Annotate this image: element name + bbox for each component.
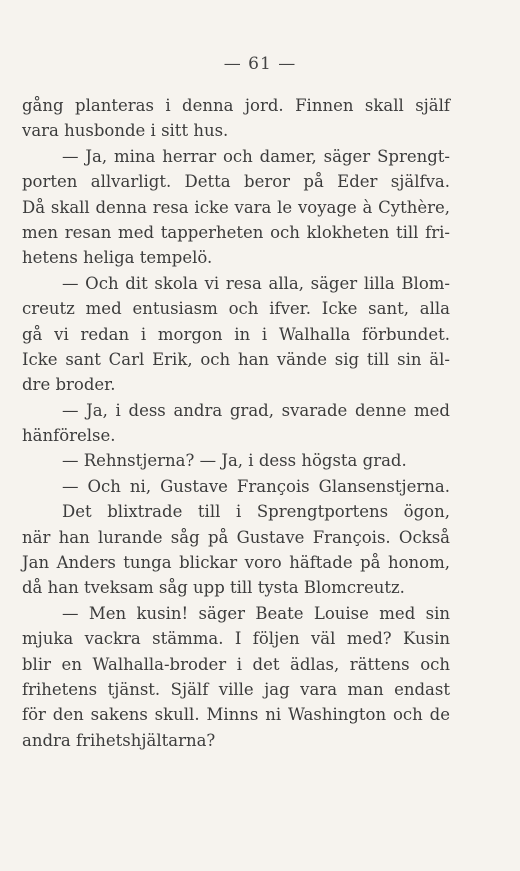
text-line: då han tveksam såg upp till tysta Blomcreutz. — [22, 578, 405, 598]
text-line: men resan med tapperheten och klokheten till fri- — [22, 222, 450, 242]
text-line: — Och ni, Gustave François Glansenstjerna. — [62, 476, 450, 496]
text-line: dre broder. — [22, 375, 116, 395]
text-line: gång planteras i denna jord. Finnen skall själf — [22, 96, 450, 115]
text-line: hetens heliga tempelö. — [22, 248, 213, 268]
text-line: Icke sant Carl Erik, och han vände sig till sin äl- — [22, 349, 450, 369]
text-line: vara husbonde i sitt hus. — [22, 121, 229, 141]
text-line: — Rehnstjerna? — Ja, i dess högsta grad. — [62, 451, 407, 471]
text-line: Det blixtrade till i Sprengtportens ögon, — [62, 502, 450, 522]
body-text — [22, 93, 450, 753]
text-line: — Och dit skola vi resa alla, säger lilla Blom- — [62, 273, 450, 293]
text-line: när han lurande såg på Gustave François. Också — [22, 527, 450, 547]
text-line: creutz med entusiasm och ifver. Icke sant, alla — [22, 299, 450, 319]
text-line: blir en Walhalla-broder i det ädlas, rättens och — [22, 654, 450, 674]
text-line: — Ja, mina herrar och damer, säger Sprengt- — [62, 146, 450, 166]
text-line: mjuka vackra stämma. I följen väl med? Kusin — [22, 629, 450, 649]
text-line: frihetens tjänst. Själf ville jag vara man endast — [22, 679, 450, 699]
text-line: — Ja, i dess andra grad, svarade denne med — [62, 400, 450, 420]
text-line: porten allvarligt. Detta beror på Eder själfva. — [22, 172, 450, 192]
text-line: — Men kusin! säger Beate Louise med sin — [62, 603, 450, 623]
text-line: hänförelse. — [22, 426, 116, 446]
page-number: — 61 — — [223, 54, 297, 74]
text-line: andra frihetshjältarna? — [22, 730, 216, 750]
text-line: Jan Anders tunga blickar voro häftade på honom, — [22, 553, 450, 573]
text-line: gå vi redan i morgon in i Walhalla förbundet. — [22, 324, 450, 344]
text-line: Då skall denna resa icke vara le voyage à Cythère, — [22, 197, 450, 217]
text-line: för den sakens skull. Minns ni Washington och de — [22, 705, 450, 725]
